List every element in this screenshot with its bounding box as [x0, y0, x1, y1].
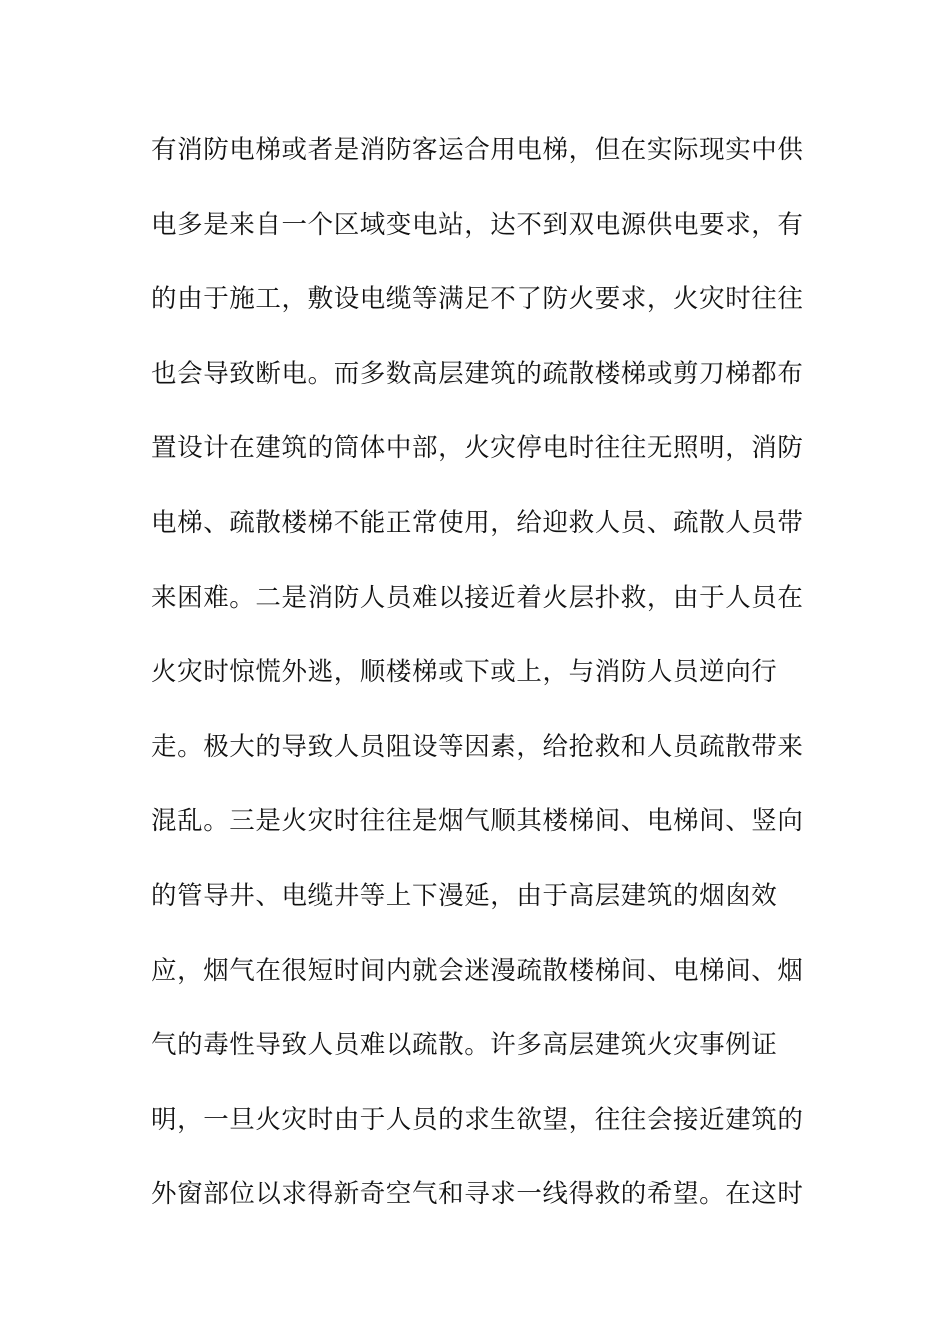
body-text	[151, 130, 804, 1249]
text-line: 走。极大的导致人员阻设等因素，给抢救和人员疏散带来	[151, 731, 804, 762]
text-line: 的由于施工，敷设电缆等满足不了防火要求，火灾时往往	[151, 284, 804, 315]
text-line: 火灾时惊慌外逃，顺楼梯或下或上，与消防人员逆向行	[151, 657, 778, 688]
text-line: 电梯、疏散楼梯不能正常使用，给迎救人员、疏散人员带	[151, 507, 804, 538]
text-line: 有消防电梯或者是消防客运合用电梯，但在实际现实中供	[151, 135, 804, 165]
text-line: 置设计在建筑的筒体中部，火灾停电时往往无照明，消防	[151, 433, 804, 464]
text-line: 外窗部位以求得新奇空气和寻求一线得救的希望。在这时	[151, 1179, 804, 1210]
text-line: 混乱。三是火灾时往往是烟气顺其楼梯间、电梯间、竖向	[151, 806, 804, 837]
text-line: 气的毒性导致人员难以疏散。许多高层建筑火灾事例证	[151, 1030, 778, 1061]
text-line: 的管导井、电缆井等上下漫延，由于高层建筑的烟囱效	[151, 880, 778, 911]
text-line: 应，烟气在很短时间内就会迷漫疏散楼梯间、电梯间、烟	[151, 955, 804, 986]
text-line: 明，一旦火灾时由于人员的求生欲望，往往会接近建筑的	[151, 1104, 804, 1135]
text-line: 来困难。二是消防人员难以接近着火层扑救，由于人员在	[151, 582, 804, 613]
text-line: 电多是来自一个区域变电站，达不到双电源供电要求，有	[151, 209, 804, 240]
text-line: 也会导致断电。而多数高层建筑的疏散楼梯或剪刀梯都布	[151, 358, 804, 389]
